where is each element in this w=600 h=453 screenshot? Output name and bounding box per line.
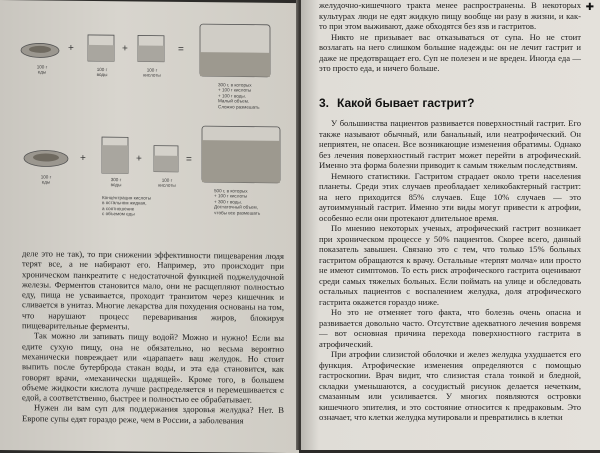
food-caption: 100 г еды [40, 174, 52, 185]
paragraph: Нужен ли вам суп для поддержания здоровья желудка? Нет. В Европе супы едят гораздо реже, чем в России, а заболевания [22, 402, 284, 426]
concentration-note: Концентрация кислоты в остальном жидкая, а соотношение с объемом еды [102, 195, 152, 217]
equals-operator: = [186, 153, 192, 166]
right-page [301, 0, 600, 450]
plus-operator: + [122, 43, 128, 55]
food-caption: 100 г еды [36, 64, 48, 75]
corner-mark-icon: ✚ [585, 2, 594, 13]
figure-large-volume [18, 118, 288, 241]
paragraph: У большинства пациентов развивается поверхностный гастрит. Его также называют обычный, или банальный, или неатрофический. Он неприятен, не опасен. Все возникающие изменения обратимы. Однако без лечения поверхностный гастрит может перейти в атрофический. Именно эта форма болезни приводит к самым тяжелым последствиям. [319, 118, 581, 170]
section-title: Какой бывает гастрит? [337, 96, 475, 110]
paragraph: деле это не так), то при снижении эффективности пищеварения людя терят все, а не набирают его. Например, это происходит при хроническом панкреатите с недостаточной функцией поджелудочной железы. Ферментов становится мало, они не расщепляют полностью еду, пища не усваивается, проходит транзитом через кишечник и сливается в унитаз. Многие лекарства для похудения основаны на том, что нарушают процесс переваривания жиров, блокируя пищеварительные ферменты. [22, 248, 284, 332]
left-page [0, 0, 299, 453]
right-body-text [319, 118, 581, 423]
plus-operator: + [68, 42, 74, 54]
water-level-2 [102, 145, 128, 173]
plus-operator: + [80, 152, 86, 164]
mix-level-1 [200, 52, 270, 77]
acid-caption: 100 г кислоты [143, 67, 161, 78]
acid-level-2 [154, 156, 178, 172]
mix-level-2 [202, 140, 280, 183]
paragraph: По мнению некоторых ученых, атрофический гастрит возникает при хроническом процессе у 50% пациентов. Скорее всего, данный показатель завышен. Связано это с тем, что только 15% больных гастритом обращаются к врачу. Остальные «терпят молча» или просто не имеют симптомов. То есть риск атрофического гастрита оценивают среди самых тяжелых больных. Если поймать на улице и обследовать остальных пациентов с воспалением желудка, доля атрофического гастрита окажется гораздо ниже. [319, 223, 581, 307]
paragraph: желудочно-кишечного тракта менее распространены. В некоторых культурах люди не едят жидкую пищу вообще ни разу в жизни, и как-то при этом выживают, даже обходятся без язв и гастритов. [319, 0, 581, 31]
acid-level-1 [138, 45, 164, 61]
acid-caption: 100 г кислоты [158, 177, 176, 188]
paragraph: Но это не отменяет того факта, что болезнь очень опасна и развивается довольно часто. Отсутствие адекватного лечения вовремя — вот основная причина перехода поверхностного гастрита в атрофический. [319, 307, 581, 349]
plus-operator: + [136, 153, 142, 165]
result-caption: 300 г, в которых + 100 г кислоты + 100 г воды. Малый объем. Сложно размешать [218, 82, 260, 110]
equals-operator: = [178, 43, 184, 55]
paragraph: Никто не призывает вас отказываться от супа. Но не стоит возлагать на него слишком большие надежды: он не лечит гастрит и даже не предотвращает его. Суп не полезен и не вреден. Иногда еда — это просто еда, и ничего больше. [319, 31, 581, 73]
right-top-text [319, 0, 581, 74]
section-number: 3. [319, 96, 330, 110]
water-level-1 [88, 45, 114, 61]
water-caption: 300 г воды [110, 177, 122, 188]
paragraph: Немного статистики. Гастритом страдает около трети населения планеты. Среди этих случаев преобладает хеликобактерный гастрит: на него приходится 85% случаев. Еще 10% случаев — это аутоиммунный гастрит. Именно эти виды могут привести к атрофии, особенно если они протекают длительное время. [319, 170, 581, 223]
paragraph: При атрофии слизистой оболочки и желез желудка ухудшается его функция. Атрофические изменения определяются с помощью гастроскопии. Врач видит, что слизистая стала тонкой и бледной, складки уменьшаются, а сосудистый рисунок делается нечетким, смазанным или усиливается. У многих появляются островки кишечного эпителия, и это состояние относится к предраковым. Это означает, что клетки желудка мутировали и превратились в клетки [319, 349, 581, 422]
paragraph: Так можно ли запивать пищу водой? Можно и нужно! Если вы едите сухую пищу, она не обязательно, но весьма вероятно механически повреждает или «царапает» ваш желудок. Но стоит выпить после бутерброда стакан воды, и эта еда становится, как говорят врачи, «механически щадящей». Кроме того, в большем объеме жидкости кислота лучше распределяется и перемешивается с едой, а соответственно, быстрее и полностью ее обрабатывает. [22, 330, 284, 405]
water-caption: 100 г воды [96, 67, 108, 78]
result-caption: 500 г, в которых + 100 г кислоты + 300 г воды. Достаточный объем, чтобы все размешать [214, 188, 261, 216]
section-heading [319, 96, 474, 110]
left-body-text [22, 248, 284, 426]
